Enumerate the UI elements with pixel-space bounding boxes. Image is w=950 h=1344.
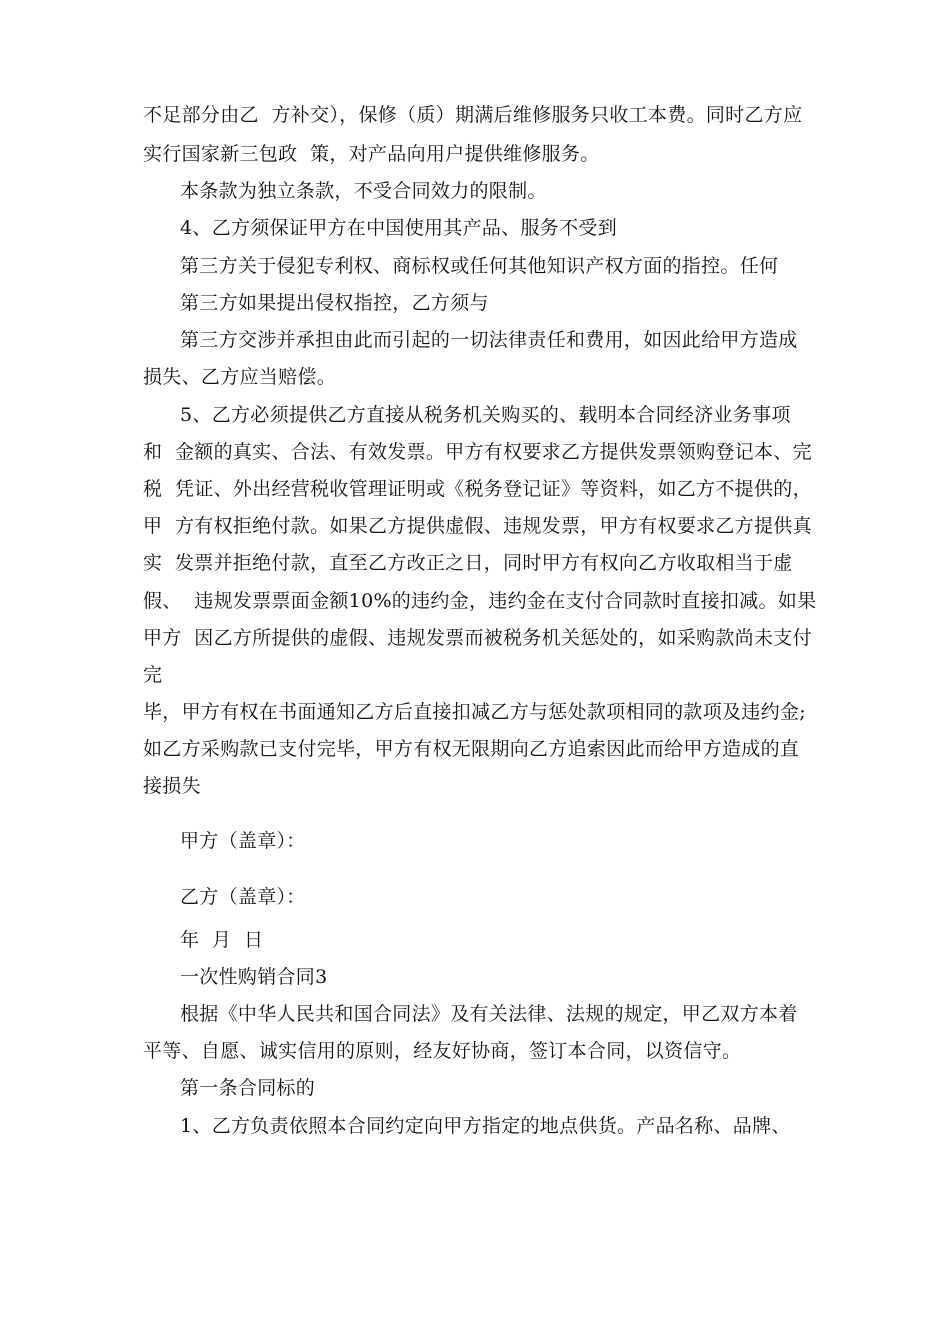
text-line: 损失、乙方应当赔偿。 [143, 366, 337, 388]
text-line: 第三方交涉并承担由此而引起的一切法律责任和费用，如因此给甲方造成 [180, 329, 798, 351]
text-line: 假、 违规发票票面金额10%的违约金，违约金在支付合同款时直接扣减。如果 [143, 590, 817, 612]
text-line: 实 发票并拒绝付款，直至乙方改正之日，同时甲方有权向乙方收取相当于虚 [143, 552, 793, 574]
text-line: 甲方 因乙方所提供的虚假、违规发票而被税务机关惩处的，如采购款尚未支付 [143, 627, 812, 649]
contract-title: 一次性购销合同3 [180, 966, 328, 988]
text-line: 税 凭证、外出经营税收管理证明或《税务登记证》等资料，如乙方不提供的， [143, 478, 812, 500]
section-heading: 第一条合同标的 [180, 1077, 316, 1099]
text-line: 平等、自愿、诚实信用的原则，经友好协商，签订本合同，以资信守。 [143, 1040, 742, 1062]
text-line: 甲 方有权拒绝付款。如果乙方提供虚假、违规发票，甲方有权要求乙方提供真 [143, 515, 812, 537]
signature-party-a: 甲方（盖章）： [180, 830, 306, 852]
text-line: 不足部分由乙 方补交），保修（质）期满后维修服务只收工本费。同时乙方应 [143, 104, 803, 126]
text-line: 第三方关于侵犯专利权、商标权或任何其他知识产权方面的指控。任何 [180, 255, 779, 277]
text-line: 5、乙方必须提供乙方直接从税务机关购买的、载明本合同经济业务事项 [180, 404, 791, 426]
text-line: 实行国家新三包政 策，对产品向用户提供维修服务。 [143, 143, 600, 165]
text-line: 接损失 [143, 775, 201, 797]
text-line: 1、乙方负责依照本合同约定向甲方指定的地点供货。产品名称、品牌、 [180, 1115, 791, 1137]
text-line: 如乙方采购款已支付完毕，甲方有权无限期向乙方追索因此而给甲方造成的直 [143, 738, 800, 760]
signature-party-b: 乙方（盖章）： [180, 886, 306, 908]
text-line: 第三方如果提出侵权指控，乙方须与 [180, 292, 489, 314]
text-line: 完 [143, 664, 163, 686]
signature-date: 年 月 日 [180, 929, 264, 951]
text-line: 毕，甲方有权在书面通知乙方后直接扣减乙方与惩处款项相同的款项及违约金; [143, 701, 806, 723]
text-line: 和 金额的真实、合法、有效发票。甲方有权要求乙方提供发票领购登记本、完 [143, 441, 812, 463]
text-line: 4、乙方须保证甲方在中国使用其产品、服务不受到 [180, 217, 617, 239]
text-line: 根据《中华人民共和国合同法》及有关法律、法规的规定，甲乙双方本着 [180, 1003, 798, 1025]
text-line: 本条款为独立条款，不受合同效力的限制。 [180, 180, 547, 202]
